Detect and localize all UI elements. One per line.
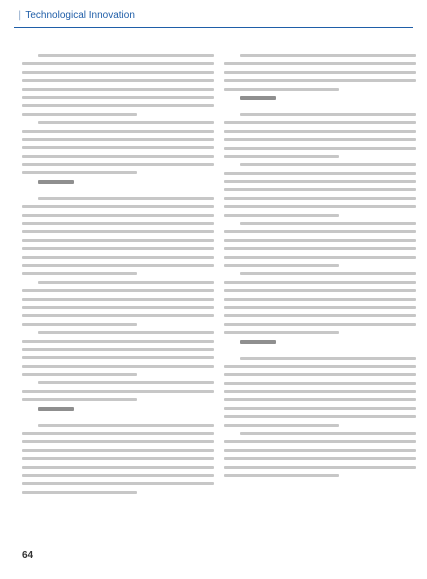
body-paragraph (22, 121, 214, 174)
page-number: 64 (22, 550, 34, 561)
body-paragraph (224, 432, 416, 477)
section-heading-placeholder (240, 340, 276, 344)
body-paragraph (224, 272, 416, 334)
header-section-en: Technological Innovation (25, 10, 135, 21)
header-text (14, 10, 135, 22)
body-paragraph (224, 54, 416, 91)
section-heading-placeholder (38, 407, 74, 411)
header-separator: | (18, 10, 22, 21)
header-rule (14, 27, 413, 28)
body-paragraph (224, 163, 416, 216)
body-paragraph (22, 331, 214, 376)
section-heading-placeholder (240, 96, 276, 100)
body-paragraph (22, 381, 214, 401)
body-paragraph (224, 357, 416, 427)
body-paragraph (224, 113, 416, 158)
body-paragraph (22, 197, 214, 276)
section-heading (224, 96, 416, 108)
right-column (224, 54, 416, 482)
section-heading (22, 180, 214, 192)
section-heading-placeholder (38, 180, 74, 184)
body-paragraph (22, 424, 214, 494)
page-header (14, 8, 413, 28)
left-column (22, 54, 214, 499)
body-paragraph (224, 222, 416, 267)
section-heading (22, 407, 214, 419)
section-heading (224, 340, 416, 352)
body-paragraph (22, 281, 214, 326)
body-paragraph (22, 54, 214, 116)
